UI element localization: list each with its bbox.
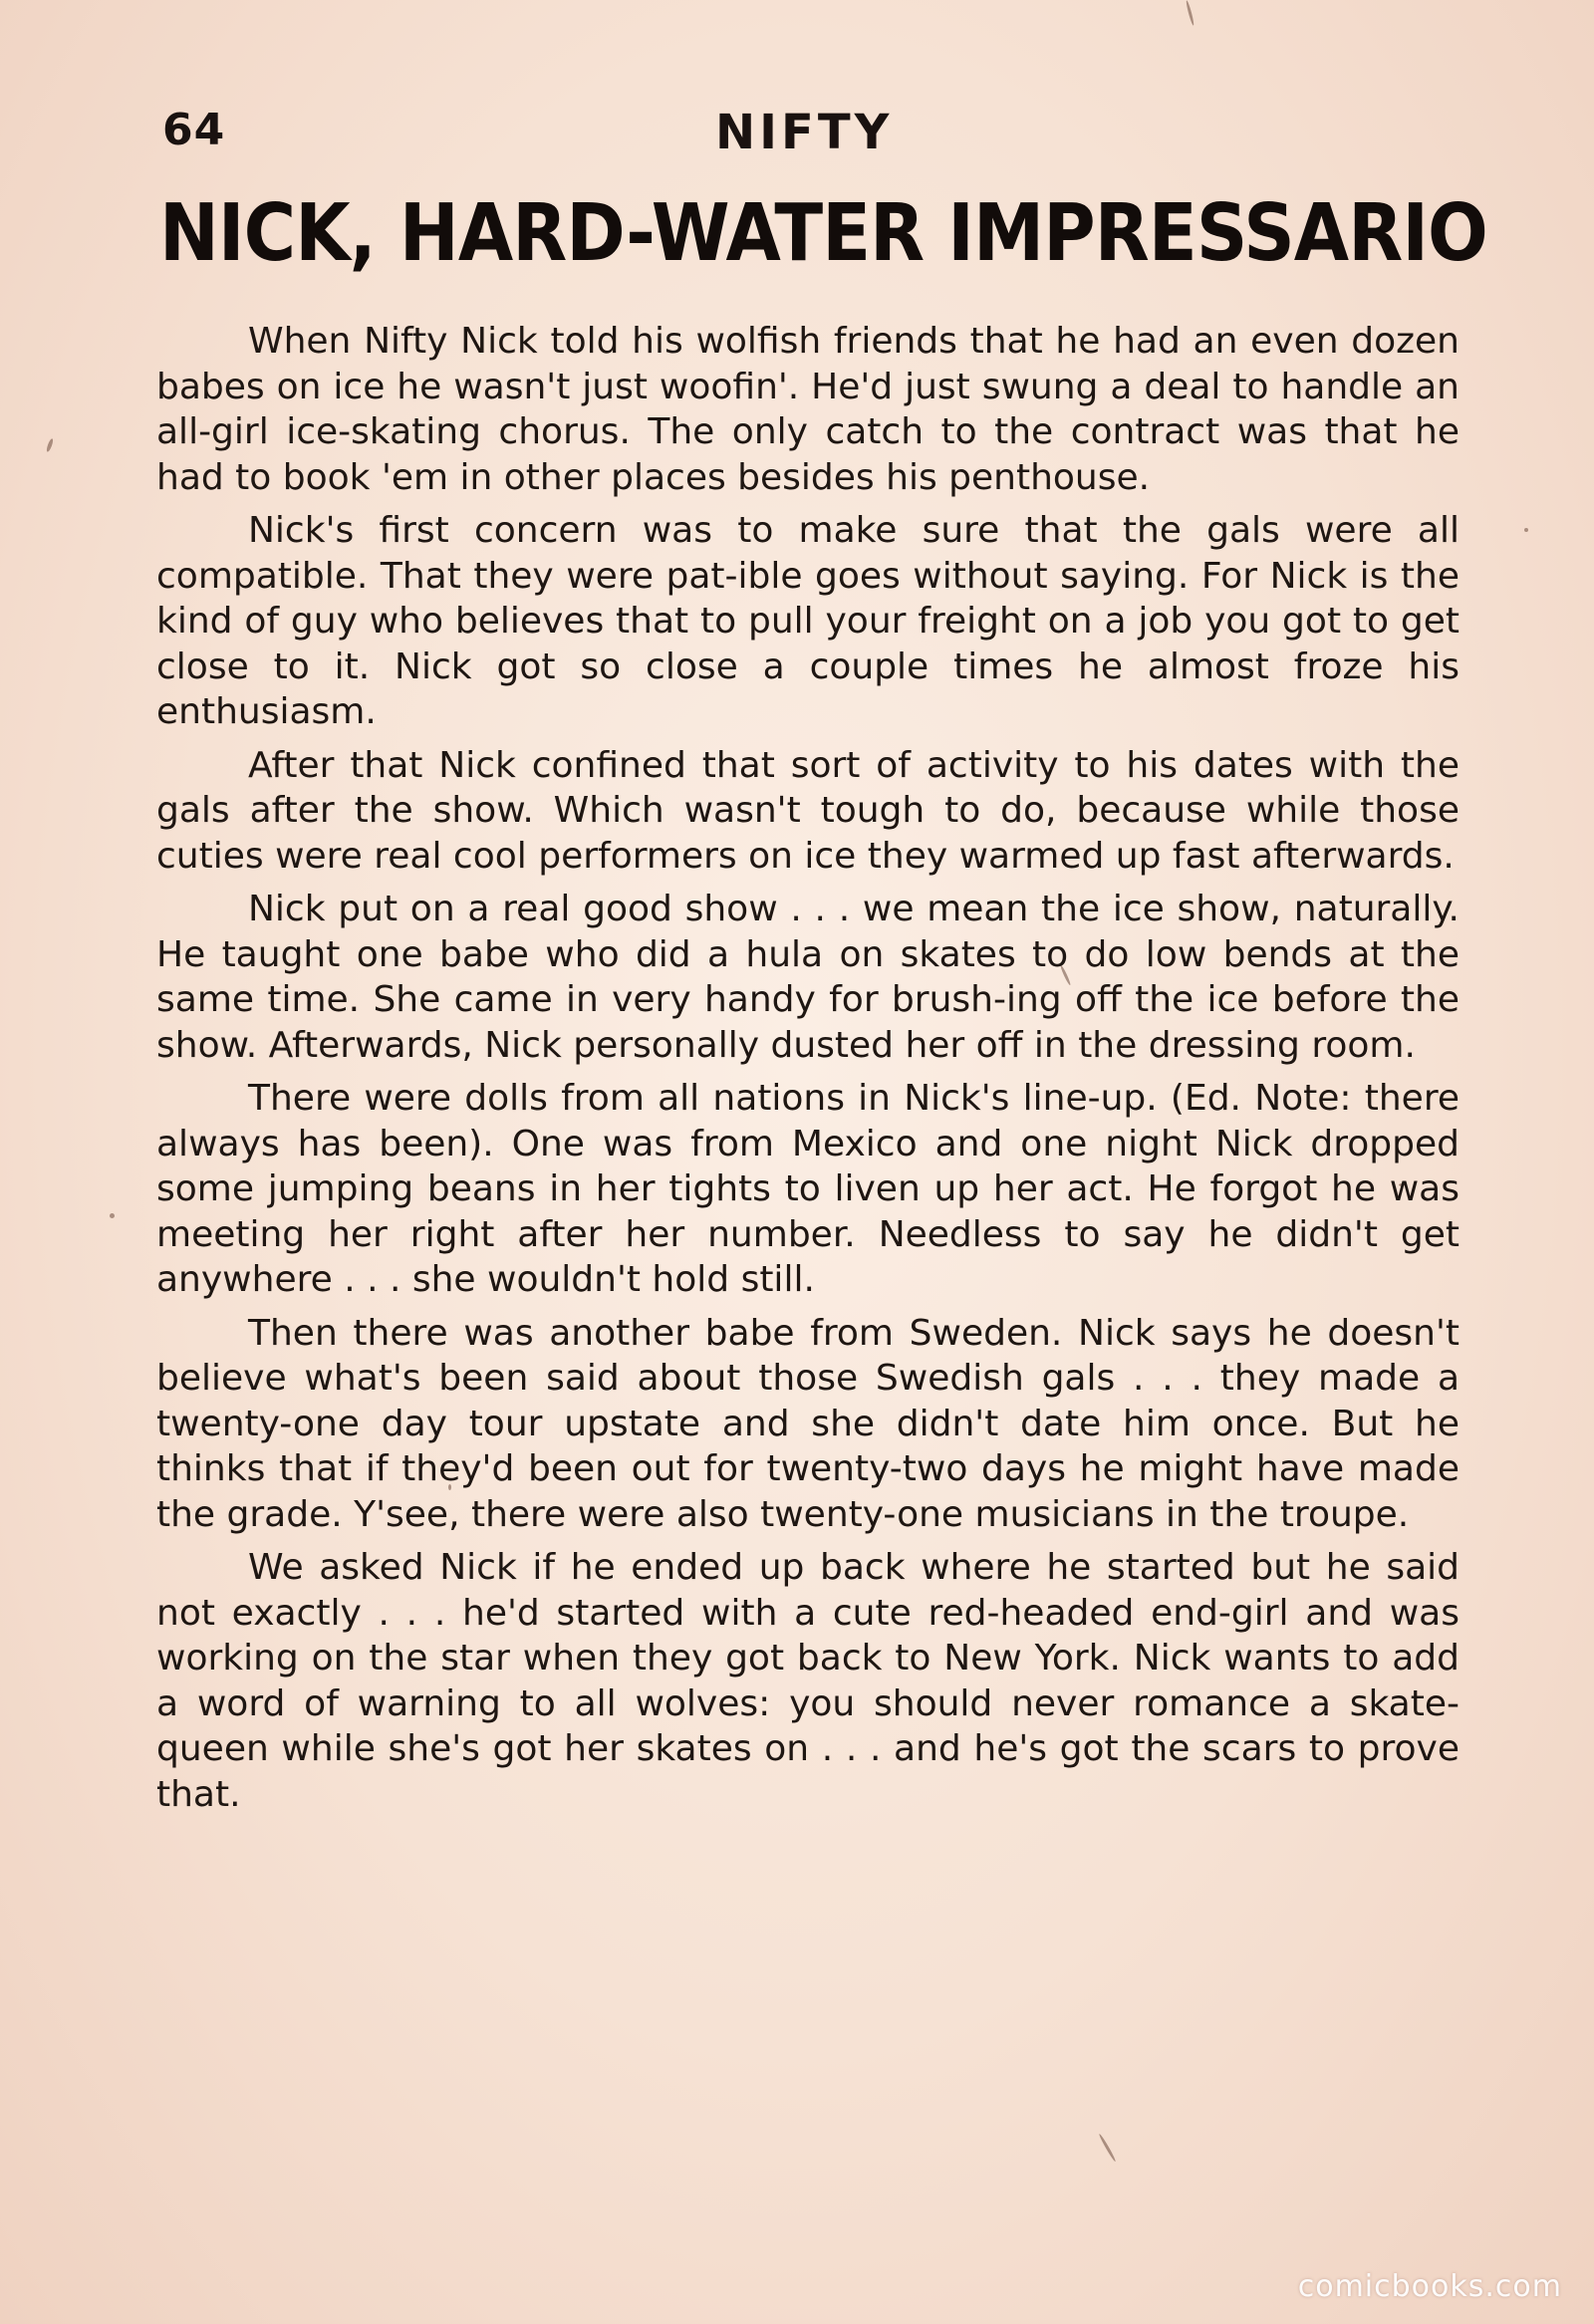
paragraph: Nick's first concern was to make sure that the gals were all compatible. That they were pat-ible goes without saying. For Nick is the kind of guy who believes that to pull your freight on a job you got to get close to it. Nick got so close a couple times he almost froze his enthusiasm. — [156, 510, 1460, 732]
article-body — [156, 319, 1460, 1825]
paper-speck — [46, 438, 55, 453]
source-watermark: comicbooks.com — [1297, 2269, 1562, 2304]
paper-speck — [1098, 2133, 1117, 2162]
page-number: 64 — [162, 105, 226, 155]
paragraph: Then there was another babe from Sweden. Nick says he doesn't believe what's been said about those Swedish gals . . . they made a twenty-one day tour upstate and she didn't date him once. But he thinks that if they'd been out for twenty-two days he might have made the grade. Y'see, there were also twenty-one musicians in the troupe. — [156, 1312, 1460, 1535]
paragraph: There were dolls from all nations in Nick's line-up. (Ed. Note: there always has been). One was from Mexico and one night Nick dropped some jumping beans in her tights to liven up her act. He forgot he was meeting her right after her number. Needless to say he didn't get anywhere . . . she wouldn't hold still. — [156, 1078, 1460, 1300]
paper-speck — [1186, 0, 1196, 26]
paragraph: We asked Nick if he ended up back where he started but he said not exactly . . . he'd started with a cute red-headed end-girl and was working on the star when they got back to New York. Nick wants to add a word of warning to all wolves: you should never romance a skate-queen while she's got her skates on . . . and he's got the scars to prove that. — [156, 1547, 1460, 1815]
paper-speck — [1524, 528, 1528, 532]
page-header — [162, 105, 1467, 164]
article-headline: NICK, HARD-WATER IMPRESSARIO — [159, 187, 1487, 279]
running-title: NIFTY — [715, 105, 894, 160]
paragraph: When Nifty Nick told his wolfish friends that he had an even dozen babes on ice he wasn't just woofin'. He'd just swung a deal to handle an all-girl ice-skating chorus. The only catch to the contract was that he had to book 'em in other places besides his penthouse. — [156, 321, 1460, 498]
paper-speck — [110, 1213, 115, 1218]
paragraph: After that Nick confined that sort of activity to his dates with the gals after the show. Which wasn't tough to do, because while those cuties were real cool performers on ice they warmed up fast afterwards. — [156, 744, 1460, 877]
paragraph: Nick put on a real good show . . . we mean the ice show, naturally. He taught one babe who did a hula on skates to do low bends at the same time. She came in very handy for brush-ing off the ice before the show. Afterwards, Nick personally dusted her off in the dressing room. — [156, 889, 1460, 1066]
